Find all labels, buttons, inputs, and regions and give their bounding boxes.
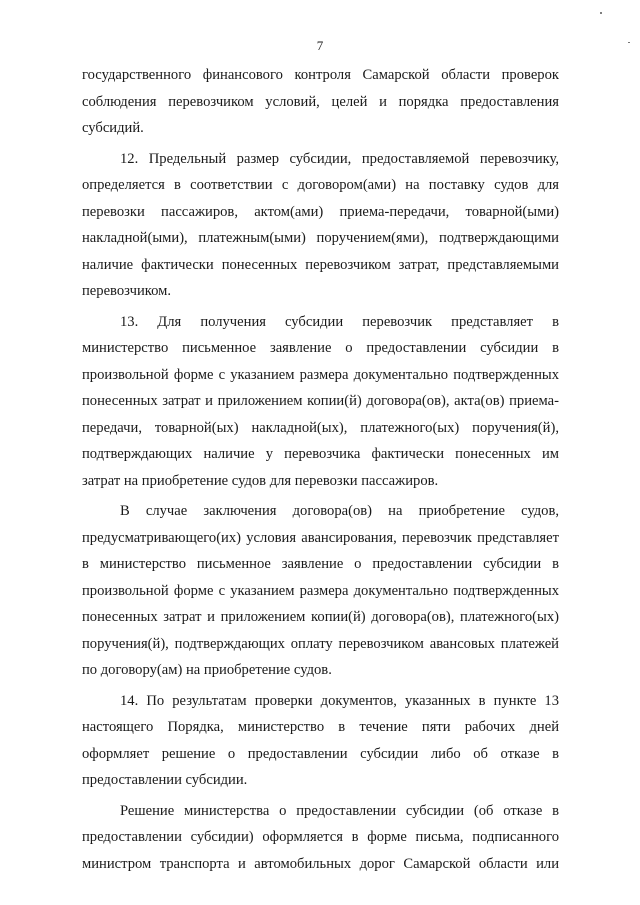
text-line: министром транспорта и автомобильных дорог Самарской области или	[82, 855, 559, 872]
text-line: подтверждающих наличие у перевозчика фактически понесенных им	[82, 446, 559, 462]
paragraph	[82, 798, 559, 878]
text-line: понесенных затрат и приложением копии(й) договора(ов), платежного(ых)	[82, 609, 559, 625]
text-line: предусматривающего(их) условия авансирования, перевозчик представляет	[82, 529, 559, 546]
text-line: произвольной форме с указанием размера документально подтвержденных	[82, 366, 559, 383]
text-line: 13. Для получения субсидии перевозчик представляет в	[120, 313, 559, 330]
text-line: министерство письменное заявление о предоставлении субсидии в	[82, 340, 559, 356]
text-line: перевозки пассажиров, актом(ами) приема-передачи, товарной(ыми)	[82, 203, 559, 220]
text-line: наличие фактически понесенных перевозчиком затрат, представляемыми	[82, 256, 559, 273]
text-line: затрат на приобретение судов для перевозки пассажиров.	[82, 472, 439, 489]
paragraph	[82, 62, 559, 142]
text-line: субсидий.	[82, 120, 144, 136]
page-number: 7	[316, 38, 324, 53]
text-line: 14. По результатам проверки документов, указанных в пункте 13	[120, 692, 559, 709]
text-line: накладной(ыми), платежным(ыми) поручением(ями), подтверждающими	[82, 230, 559, 246]
text-line: определяется в соответствии с договором(ами) на поставку судов для	[82, 177, 559, 193]
text-line: по договору(ам) на приобретение судов.	[82, 662, 332, 678]
text-line: Решение министерства о предоставлении субсидии (об отказе в	[120, 802, 559, 819]
text-line: понесенных затрат и приложением копии(й) договора(ов), акта(ов) приема-	[82, 393, 559, 409]
text-line: предоставлении субсидии) оформляется в форме письма, подписанного	[82, 829, 559, 845]
document-body	[82, 62, 559, 881]
text-line: настоящего Порядка, министерство в течение пяти рабочих дней	[82, 719, 559, 735]
text-line: оформляет решение о предоставлении субсидии либо об отказе в	[82, 745, 559, 762]
text-line: поручения(й), подтверждающих оплату перевозчиком авансовых платежей	[82, 635, 559, 652]
text-line: предоставлении субсидии.	[82, 772, 248, 788]
scan-speck	[600, 12, 602, 14]
paragraph	[82, 146, 559, 305]
text-line: перевозчиком.	[82, 283, 172, 299]
paragraph	[82, 688, 559, 794]
text-line: 12. Предельный размер субсидии, предоставляемой перевозчику,	[120, 150, 559, 167]
text-line: соблюдения перевозчиком условий, целей и порядка предоставления	[82, 93, 559, 110]
paragraph	[82, 498, 559, 684]
text-line: государственного финансового контроля Самарской области проверок	[82, 67, 559, 83]
paragraph	[82, 309, 559, 495]
text-line: В случае заключения договора(ов) на приобретение судов,	[120, 503, 559, 519]
text-line: передачи, товарной(ых) накладной(ых), платежного(ых) поручения(й),	[82, 419, 559, 436]
text-line: в министерство письменное заявление о предоставлении субсидии в	[82, 556, 559, 572]
text-line: произвольной форме с указанием размера документально подтвержденных	[82, 582, 559, 599]
